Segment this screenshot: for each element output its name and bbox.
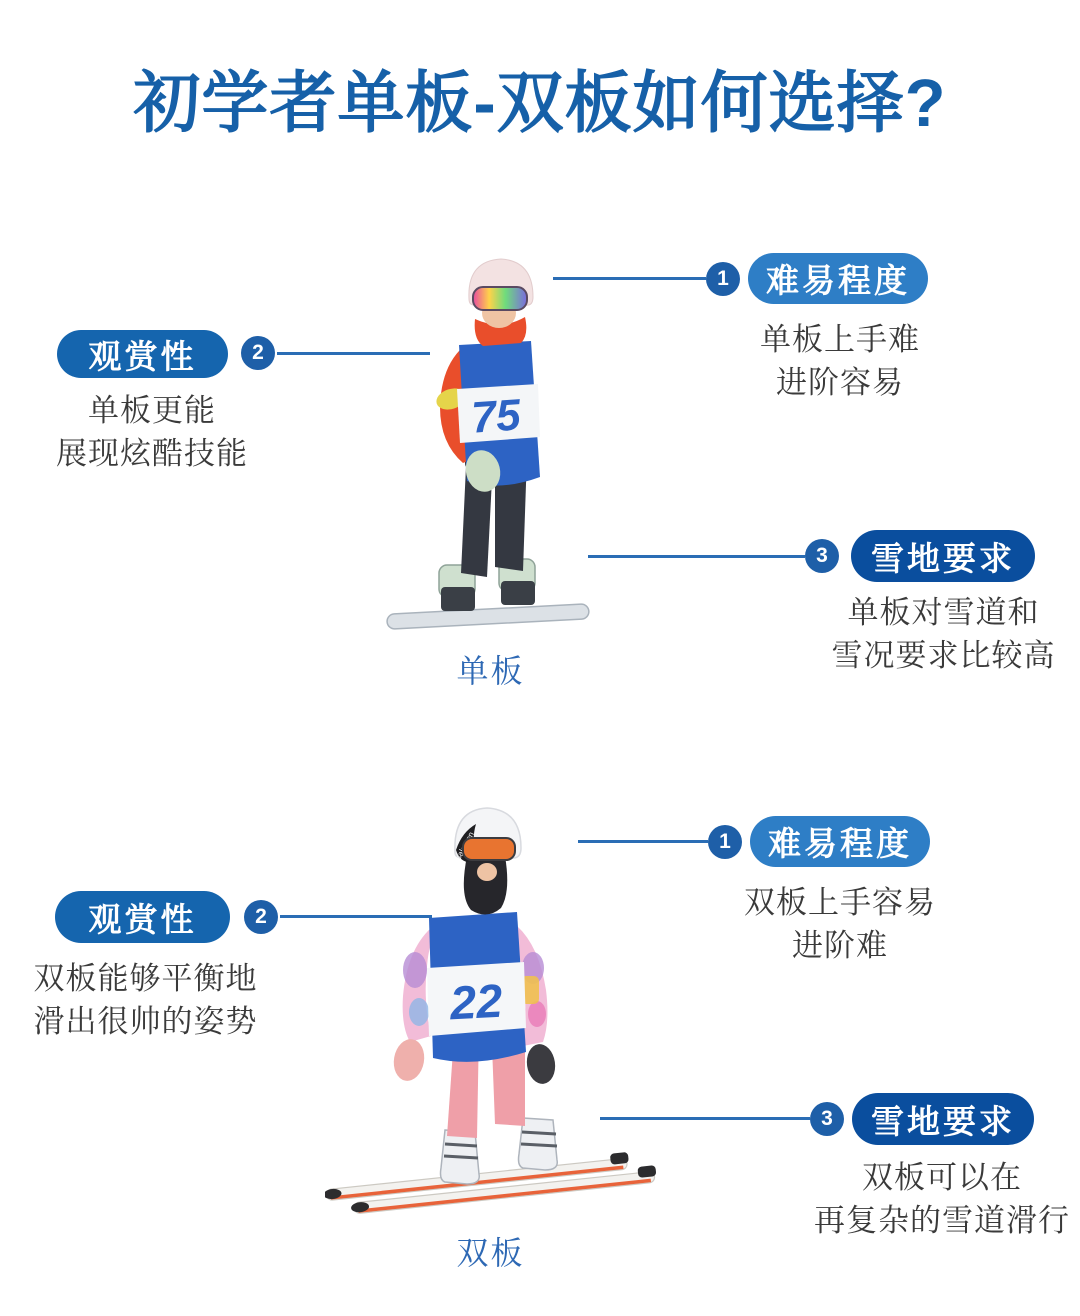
connector-line <box>588 555 805 558</box>
badge-1: 1 <box>708 825 742 859</box>
badge-3: 3 <box>805 539 839 573</box>
pill-difficulty: 难易程度 <box>750 816 930 867</box>
pill-difficulty: 难易程度 <box>748 253 928 304</box>
note-line: 再复杂的雪道滑行 <box>814 1203 1070 1238</box>
note-line: 双板上手容易 <box>744 885 936 920</box>
mitten <box>391 1037 428 1084</box>
skier-child-photo <box>325 800 665 1220</box>
pill-snow: 雪地要求 <box>851 530 1035 582</box>
ski-goggles <box>473 287 527 310</box>
head <box>469 259 533 328</box>
glove <box>524 1042 557 1086</box>
connector-line <box>277 352 430 355</box>
connector-line <box>578 840 708 843</box>
bib-number: 22 <box>448 973 504 1030</box>
snowboarder-child-photo <box>383 247 598 642</box>
note-line: 滑出很帅的姿势 <box>33 1004 258 1039</box>
connector-line <box>600 1117 810 1120</box>
note-line: 单板对雪道和 <box>847 595 1040 630</box>
race-bib <box>427 912 526 1062</box>
connector-line <box>553 277 706 280</box>
note-snow <box>806 1156 1078 1242</box>
note-viewing <box>12 389 292 475</box>
head <box>454 808 521 915</box>
badge-3: 3 <box>810 1102 844 1136</box>
note-line: 双板能够平衡地 <box>33 961 258 996</box>
page-title: 初学者单板-双板如何选择? <box>133 66 947 141</box>
note-line: 进阶难 <box>792 928 888 963</box>
badge-2: 2 <box>241 336 275 370</box>
badge-1: 1 <box>706 262 740 296</box>
note-difficulty <box>715 881 965 967</box>
skis <box>325 1149 657 1217</box>
note-line: 雪况要求比较高 <box>831 638 1056 673</box>
pill-snow: 雪地要求 <box>852 1093 1034 1145</box>
ski-goggles <box>463 838 515 860</box>
note-snow <box>816 591 1071 677</box>
note-line: 进阶容易 <box>776 365 904 400</box>
badge-2: 2 <box>244 900 278 934</box>
note-viewing <box>3 957 288 1043</box>
note-line: 单板上手难 <box>760 322 920 357</box>
figure-caption-snowboard: 单板 <box>456 653 525 689</box>
pill-viewing: 观赏性 <box>55 891 230 943</box>
note-line: 展现炫酷技能 <box>56 436 248 471</box>
note-line: 双板可以在 <box>862 1160 1022 1195</box>
figure-caption-ski: 双板 <box>456 1235 525 1271</box>
note-line: 单板更能 <box>88 393 216 428</box>
bib-number: 75 <box>469 390 523 443</box>
note-difficulty <box>715 318 965 404</box>
snowboard <box>387 604 590 630</box>
connector-line <box>280 915 432 918</box>
pill-viewing: 观赏性 <box>57 330 228 378</box>
